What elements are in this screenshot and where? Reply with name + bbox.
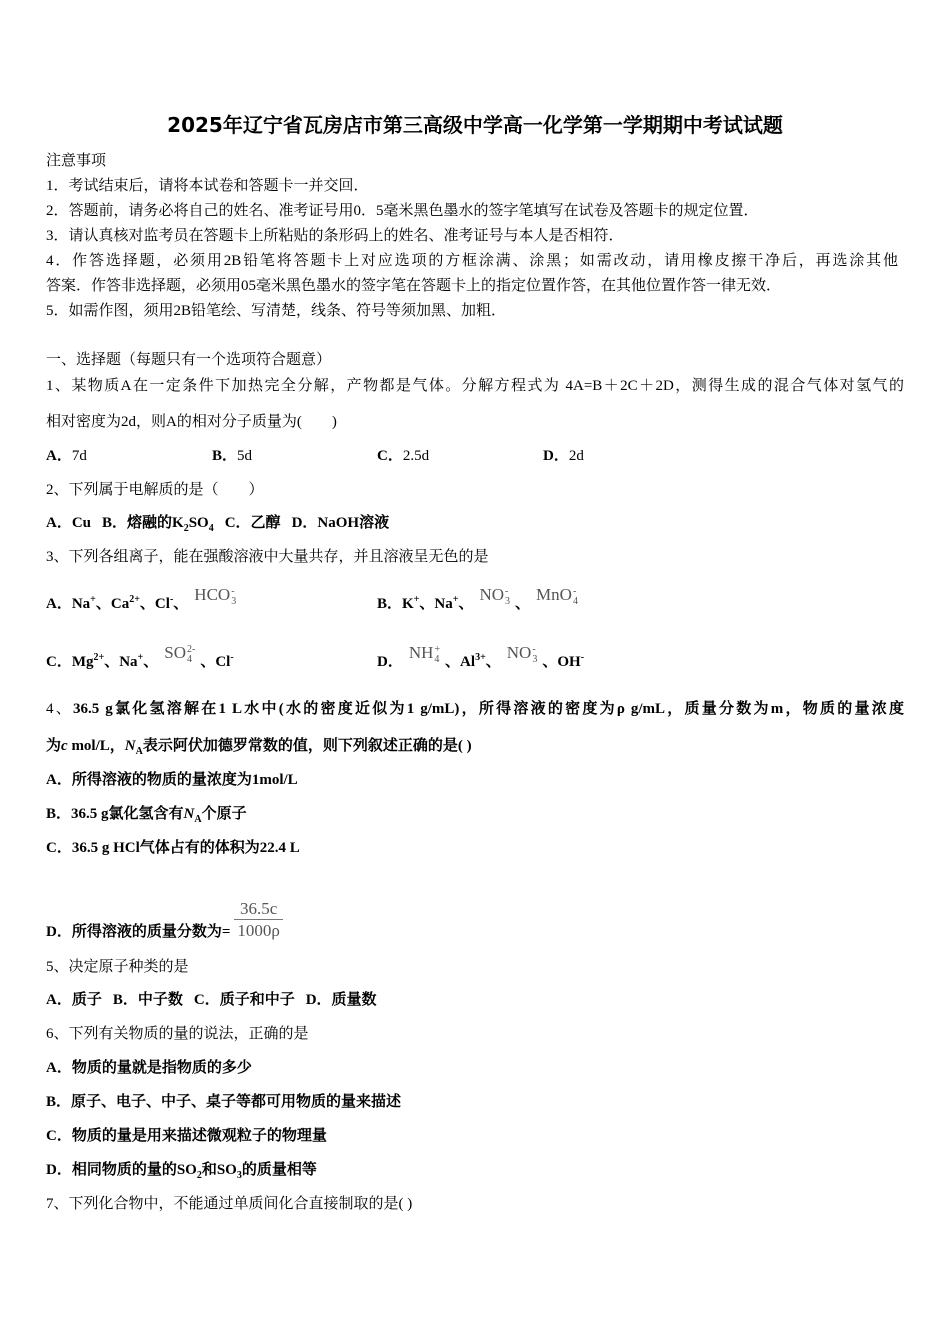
q4-option-d (46, 898, 283, 942)
q3-stem: 3、下列各组离子，能在强酸溶液中大量共存，并且溶液呈无色的是 (46, 549, 489, 565)
section-heading: 一、选择题（每题只有一个选项符合题意） (46, 352, 332, 368)
q3-option-b-text: B．K (377, 596, 414, 612)
notice-line-1: 1．考试结束后，请将本试卷和答题卡一并交回． (46, 178, 369, 194)
q3-option-d-formula-base: NH (408, 643, 434, 662)
q3-option-d-formula-index (434, 645, 440, 665)
q4-option-b-text: A (194, 814, 202, 825)
q6-option-d-text: D．相同物质的量的SO (46, 1162, 197, 1178)
q6-option-b (46, 1092, 401, 1112)
q1-option-b-text: B． (212, 448, 238, 464)
q5-option-d: D．质量数 (305, 992, 377, 1008)
q3-option-b-formula-base: NO (479, 585, 505, 604)
q3-option-d-text: 3+ (475, 652, 486, 663)
q3-option-c-formula (164, 643, 196, 665)
q6-option-d-text: 2 (196, 1170, 202, 1181)
q3-option-d-text: 、 (485, 654, 501, 670)
q3-option-c-formula-base: SO (164, 643, 186, 662)
q3-option-c-formula-index (187, 645, 195, 665)
q1-option-b-text: 5d (237, 448, 253, 464)
q6-stem: 6、下列有关物质的量的说法，正确的是 (46, 1026, 309, 1042)
q4-option-a-text: A．所得溶液的物质的量浓度为1mol/L (46, 772, 298, 788)
q6-option-c-text: C．物质的量是用来描述微观粒子的物理量 (46, 1128, 327, 1144)
q3-option-d-formula-subscript: 3 (532, 654, 538, 665)
q4-stem-line-2-text: c (61, 738, 68, 754)
q6-option-c (46, 1126, 327, 1146)
q6-option-d-text: 和SO (201, 1162, 237, 1178)
q3-option-a-text: 、Ca (95, 596, 130, 612)
q3-option-a-text: 、Cl (139, 596, 170, 612)
q3-option-a-text: 2+ (129, 594, 140, 605)
q1-option-d-text: 2d (568, 448, 584, 464)
q5-stem: 5、决定原子种类的是 (46, 959, 189, 975)
q4-stem-line-2-text: 为 (46, 738, 62, 754)
q3-option-a-text: 、 (173, 596, 189, 612)
q4-option-b-text: 个原子 (201, 806, 247, 822)
q3-option-c-text: 、 (143, 654, 159, 670)
q4-stem-line-1-text: 4、 (46, 701, 73, 717)
q3-option-d-formula-index (532, 645, 537, 665)
notice-heading: 注意事项 (46, 153, 107, 169)
q3-option-a-formula-subscript: 3 (231, 596, 237, 607)
q3-option-c-text: - (230, 652, 234, 663)
q3-option-b-formula (536, 585, 578, 607)
q5-option-b: B．中子数 (112, 992, 183, 1008)
q3-option-c-text: 、Cl (200, 654, 231, 670)
q2-option-a (46, 515, 91, 531)
q4-option-b-text: N (183, 806, 195, 822)
q3-option-c-text: 、Na (104, 654, 138, 670)
notice-line-4-continued: 答案．作答非选择题，必须用05毫米黑色墨水的签字笔在答题卡上的指定位置作答，在其他位置作答一律无效． (46, 278, 782, 294)
q3-option-b-formula-index (505, 587, 510, 607)
q3-option-d-text: 、Al (445, 654, 476, 670)
q2-option-d (292, 515, 390, 531)
q3-option-d (377, 643, 585, 673)
q4-stem-line-2 (46, 736, 472, 756)
q2-options (46, 513, 400, 533)
q3-option-a-text: + (90, 594, 96, 605)
q1-option-d (543, 446, 584, 466)
q3-option-d-formula-charge: - (532, 644, 536, 655)
q5-option-a: A．质子 (46, 992, 102, 1008)
q6-option-d-text: 的质量相等 (241, 1162, 317, 1178)
q1-option-b (212, 446, 252, 466)
q3-option-d-formula-base: NO (506, 643, 532, 662)
q4-option-d-fraction-numerator: 36.5c (234, 898, 282, 920)
q3-option-b-text: + (413, 594, 420, 605)
q4-option-c-text: C．36.5 g HCl气体占有的体积为22.4 L (46, 840, 300, 856)
q6-option-a-text: A．物质的量就是指物质的多少 (46, 1060, 252, 1076)
q3-option-b-formula-charge: - (572, 586, 577, 597)
q4-option-b-text: B．36.5 g氯化氢含有 (46, 806, 184, 822)
q4-option-b (46, 804, 247, 824)
q3-option-a-formula-charge: - (231, 586, 235, 597)
q3-option-c-text: + (137, 652, 144, 663)
q6-option-d-text: 3 (236, 1170, 242, 1181)
q3-option-b-formula (479, 585, 511, 607)
q4-stem-line-1-text: 36.5 g氯化氢溶解在1 L水中(水的密度近似为1 g/mL)，所得溶液的密度为ρ g/mL，质量分数为m，物质的量浓度 (73, 701, 904, 717)
q4-option-d-text: D．所得溶液的质量分数为= (46, 924, 231, 940)
q3-option-a-formula (194, 585, 237, 607)
page-title: 2025年辽宁省瓦房店市第三高级中学高一化学第一学期期中考试试题 (167, 113, 783, 137)
q4-stem-line-2-text: mol/L， (67, 738, 125, 754)
q3-option-a-formula-base: HCO (194, 585, 231, 604)
q3-option-d-formula-charge: + (434, 644, 441, 655)
q7-stem: 7、下列化合物中，不能通过单质间化合直接制取的是( ) (46, 1196, 413, 1212)
q1-option-a-text: 7d (71, 448, 87, 464)
q3-option-c-text: C．Mg (46, 654, 94, 670)
q2-option-b-text: 4 (208, 523, 214, 534)
q3-option-b-text: 、 (458, 596, 474, 612)
q3-option-d-text: D． (377, 654, 403, 670)
q4-option-a (46, 770, 298, 790)
q4-option-d-fraction (234, 898, 282, 941)
q1-option-d-text: D． (543, 448, 569, 464)
q2-option-a-text: A．Cu (46, 515, 92, 531)
q6-option-a (46, 1058, 252, 1078)
notice-line-2: 2．答题前，请务必将自己的姓名、准考证号用0．5毫米黑色墨水的签字笔填写在试卷及答题卡的规定位置． (46, 203, 759, 219)
q2-option-b (102, 515, 214, 534)
q1-option-c-text: 2.5d (402, 448, 430, 464)
q2-option-c (225, 515, 281, 531)
q4-stem-line-2-text: A (135, 746, 143, 757)
q3-option-b-formula-index (573, 587, 578, 607)
notice-line-4: 4．作答选择题，必须用2B铅笔将答题卡上对应选项的方框涂满、涂黑；如需改动，请用橡皮擦干净后，再选涂其他 (46, 253, 898, 269)
q3-option-c-formula-subscript: 4 (187, 654, 192, 665)
q3-option-a-text: A．Na (46, 596, 91, 612)
q2-option-b-text: 2 (183, 523, 189, 534)
q3-option-d-formula (408, 643, 441, 665)
q3-option-b-formula-subscript: 4 (572, 596, 578, 607)
q1-stem-line-1: 1、某物质A在一定条件下加热完全分解，产物都是气体。分解方程式为 4A=B＋2C＋2D，测得生成的混合气体对氢气的 (46, 378, 904, 394)
q5-options (46, 990, 388, 1010)
q3-option-b-text: 、Na (419, 596, 453, 612)
q2-option-c-text: C．乙醇 (224, 515, 281, 531)
q3-option-b-text: 、 (515, 596, 531, 612)
q6-option-d (46, 1160, 317, 1180)
q3-option-c (46, 643, 234, 673)
notice-line-5: 5．如需作图，须用2B铅笔绘、写清楚，线条、符号等须加黑、加粗． (46, 303, 507, 319)
q3-option-a-formula-index (231, 587, 236, 607)
q1-option-a-text: A． (46, 448, 72, 464)
q2-option-d-text: D．NaOH溶液 (291, 515, 390, 531)
q3-option-b-text: + (452, 594, 459, 605)
q3-option-d-formula-subscript: 4 (434, 654, 440, 665)
q3-option-d-text: 、OH (542, 654, 581, 670)
q1-stem-line-2: 相对密度为2d，则A的相对分子质量为( ) (46, 414, 337, 430)
q4-stem-line-2-text: N (124, 738, 136, 754)
q5-option-c: C．质子和中子 (193, 992, 295, 1008)
q3-option-d-formula (506, 643, 538, 665)
q6-option-b-text: B．原子、电子、中子、桌子等都可用物质的量来描述 (46, 1094, 402, 1110)
q3-option-d-text: - (580, 652, 585, 663)
q3-option-b-formula-base: MnO (536, 585, 572, 604)
q3-option-a-text: - (169, 594, 174, 605)
q4-option-c (46, 838, 300, 858)
q2-stem: 2、下列属于电解质的是（ ） (46, 482, 264, 498)
q4-stem-line-1 (46, 699, 904, 719)
q3-option-b-formula-charge: - (505, 586, 509, 597)
q1-option-c (377, 446, 429, 466)
q3-option-a (46, 585, 241, 615)
q3-option-c-text: 2+ (93, 652, 105, 663)
q1-option-a (46, 446, 87, 466)
q3-option-b (377, 585, 583, 615)
notice-line-3: 3．请认真核对监考员在答题卡上所粘贴的条形码上的姓名、准考证号与本人是否相符． (46, 228, 624, 244)
q2-option-b-text: SO (188, 515, 209, 531)
q3-option-b-formula-subscript: 3 (505, 596, 511, 607)
q3-option-c-formula-charge: 2- (187, 644, 196, 655)
q1-option-c-text: C． (377, 448, 403, 464)
q2-option-b-text: B．熔融的K (102, 515, 184, 531)
q4-stem-line-2-text: 表示阿伏加德罗常数的值，则下列叙述正确的是( ) (142, 738, 472, 754)
q4-option-d-fraction-denominator: 1000ρ (237, 921, 280, 940)
